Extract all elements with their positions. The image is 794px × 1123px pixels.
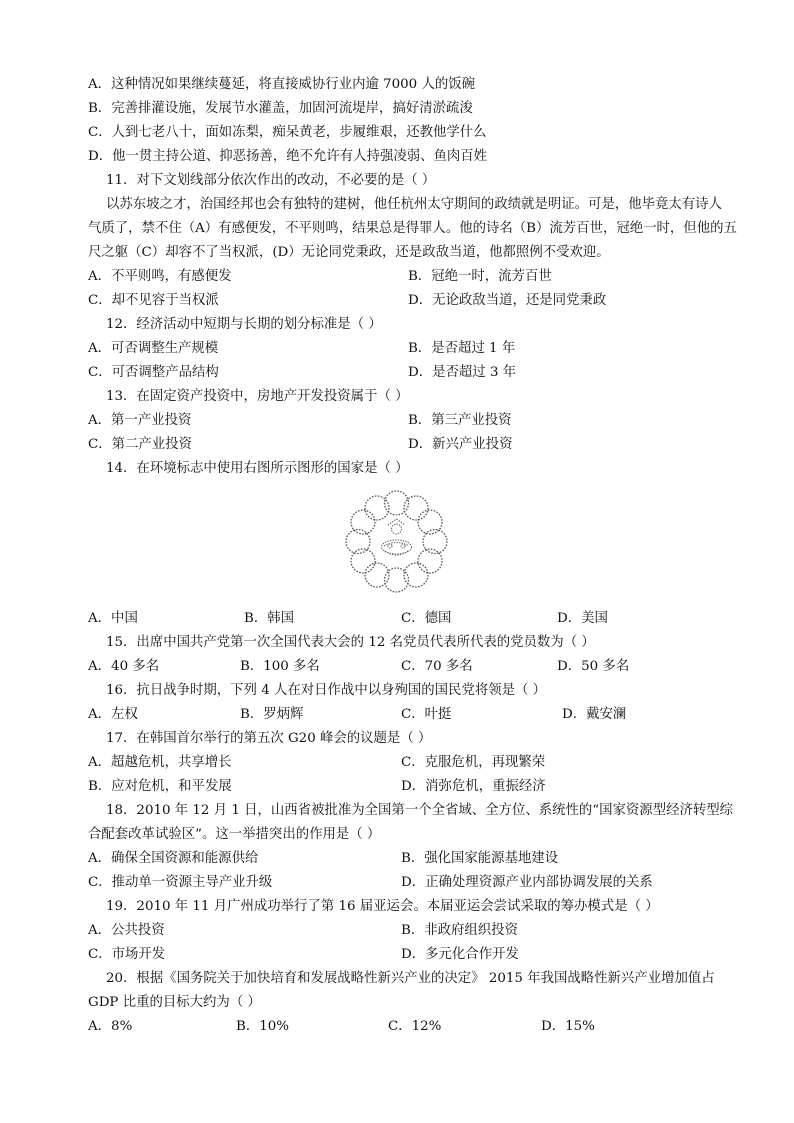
q18-option-b: B．强化国家能源基地建设 xyxy=(401,851,559,866)
q20-option-d: D．15% xyxy=(541,1019,595,1034)
q17-option-b: B．应对危机，和平发展 xyxy=(88,779,232,794)
q15-options-row xyxy=(88,658,728,676)
environmental-label-emblem-icon xyxy=(344,489,449,594)
q20-stem-line-2: GDP 比重的目标大约为（ ） xyxy=(88,995,261,1010)
q20-option-b: B．10% xyxy=(236,1019,289,1034)
q20-option-c: C．12% xyxy=(388,1019,442,1034)
q11-passage-line-3: 尺之躯（C）却容不了当权派，(D）无论同党秉政，还是政敌当道，他都照例不受欢迎。 xyxy=(88,245,610,260)
q15-option-b: B．100 多名 xyxy=(240,659,320,674)
q17-option-a: A．超越危机，共享增长 xyxy=(88,755,232,770)
q16-option-d: D．戴安澜 xyxy=(562,707,627,722)
q18-stem-line-1: 18．2010 年 12 月 1 日，山西省被批准为全国第一个全省域、全方位、系统性的“国家资源型经济转型综 xyxy=(106,803,734,818)
q13-option-b: B．第三产业投资 xyxy=(408,413,512,428)
q12-option-a: A．可否调整生产规模 xyxy=(88,341,219,356)
q11-option-c: C．却不见容于当权派 xyxy=(88,293,219,308)
q18-option-a: A．确保全国资源和能源供给 xyxy=(88,851,259,866)
q16-option-b: B．罗炳辉 xyxy=(240,707,304,722)
q17-option-d: D．消弥危机，重振经济 xyxy=(401,779,546,794)
q11-option-a: A．不平则鸣，有感便发 xyxy=(88,269,232,284)
q17-stem: 17．在韩国首尔举行的第五次 G20 峰会的议题是（ ） xyxy=(106,731,432,746)
q10-option-b: B．完善排灌设施，发展节水灌盖，加固河流堤岸，搞好清淤疏浚 xyxy=(88,101,473,116)
q13-option-d: D．新兴产业投资 xyxy=(408,437,513,452)
q14-stem: 14．在环境标志中使用右图所示图形的国家是（ ） xyxy=(106,461,409,476)
q18-stem-line-2: 合配套改革试验区”。这一举措突出的作用是（ ） xyxy=(88,827,381,842)
q19-option-d: D．多元化合作开发 xyxy=(401,947,519,962)
q10-option-d: D．他一贯主持公道、抑恶扬善，绝不允许有人持强凌弱、鱼肉百姓 xyxy=(88,149,488,164)
q12-options-row-1 xyxy=(88,340,728,358)
q19-option-b: B．非政府组织投资 xyxy=(401,923,518,938)
q18-options-row-1 xyxy=(88,850,728,868)
q12-option-d: D．是否超过 3 年 xyxy=(408,365,517,380)
q20-stem-line-1: 20．根据《国务院关于加快培育和发展战略性新兴产业的决定》 2015 年我国战略性新兴产业增加值占 xyxy=(106,971,715,986)
q18-option-c: C．推动单一资源主导产业升级 xyxy=(88,875,273,890)
q16-stem: 16．抗日战争时期，下列 4 人在对日作战中以身殉国的国民党将领是（ ） xyxy=(106,683,547,698)
q12-options-row-2 xyxy=(88,364,728,382)
q11-option-d: D．无论政敌当道，还是同党秉政 xyxy=(408,293,607,308)
q15-option-d: D．50 多名 xyxy=(557,659,630,674)
q11-passage-line-1: 以苏东坡之才，治国经邦也会有独特的建树，他任杭州太守期间的政绩就是明证。可是，他毕竟太有诗人 xyxy=(106,197,722,212)
q11-option-b: B．冠绝一时，流芳百世 xyxy=(408,269,552,284)
q19-stem: 19．2010 年 11 月广州成功举行了第 16 届亚运会。本届亚运会尝试采取的筹办模式是（ ） xyxy=(106,899,659,914)
q11-stem: 11．对下文划线部分依次作出的改动，不必要的是（ ） xyxy=(106,173,436,188)
q19-options-row-2 xyxy=(88,946,728,964)
q18-option-d: D．正确处理资源产业内部协调发展的关系 xyxy=(401,875,653,890)
q14-options-row xyxy=(88,610,728,628)
q13-options-row-1 xyxy=(88,412,728,430)
q11-passage-line-2: 气质了，禁不住（A）有感便发，不平则鸣，结果总是得罪人。他的诗名（B）流芳百世，冠绝一时，但他的五 xyxy=(88,221,737,236)
q15-option-c: C．70 多名 xyxy=(401,659,473,674)
q19-option-c: C．市场开发 xyxy=(88,947,166,962)
q15-option-a: A．40 多名 xyxy=(88,659,160,674)
q20-options-row xyxy=(88,1018,728,1036)
q14-option-b: B．韩国 xyxy=(244,611,295,626)
q17-options-row-2 xyxy=(88,778,728,796)
q19-option-a: A．公共投资 xyxy=(88,923,165,938)
q16-option-a: A．左权 xyxy=(88,707,138,722)
q16-options-row xyxy=(88,706,728,724)
q15-stem: 15．出席中国共产党第一次全国代表大会的 12 名党员代表所代表的党员数为（ ） xyxy=(106,635,595,650)
q14-option-c: C．德国 xyxy=(401,611,452,626)
q18-options-row-2 xyxy=(88,874,728,892)
q14-option-a: A．中国 xyxy=(88,611,138,626)
q17-options-row-1 xyxy=(88,754,728,772)
q13-option-a: A．第一产业投资 xyxy=(88,413,192,428)
q13-option-c: C．第二产业投资 xyxy=(88,437,192,452)
q16-option-c: C．叶挺 xyxy=(401,707,452,722)
q13-stem: 13．在固定资产投资中，房地产开发投资属于（ ） xyxy=(106,389,409,404)
q12-option-c: C．可否调整产品结构 xyxy=(88,365,219,380)
q12-stem: 12．经济活动中短期与长期的划分标准是（ ） xyxy=(106,317,382,332)
q19-options-row-1 xyxy=(88,922,728,940)
q14-option-d: D．美国 xyxy=(557,611,608,626)
q13-options-row-2 xyxy=(88,436,728,454)
q20-option-a: A．8% xyxy=(88,1019,133,1034)
q17-option-c: C．克服危机，再现繁荣 xyxy=(401,755,546,770)
q10-option-a: A．这种情况如果继续蔓延，将直接威协行业内逾 7000 人的饭碗 xyxy=(88,77,476,92)
q10-option-c: C．人到七老八十，面如冻梨，痴呆黄老，步履维艰，还教他学什么 xyxy=(88,125,487,140)
q11-options-row-1 xyxy=(88,268,728,286)
q11-options-row-2 xyxy=(88,292,728,310)
q12-option-b: B．是否超过 1 年 xyxy=(408,341,516,356)
